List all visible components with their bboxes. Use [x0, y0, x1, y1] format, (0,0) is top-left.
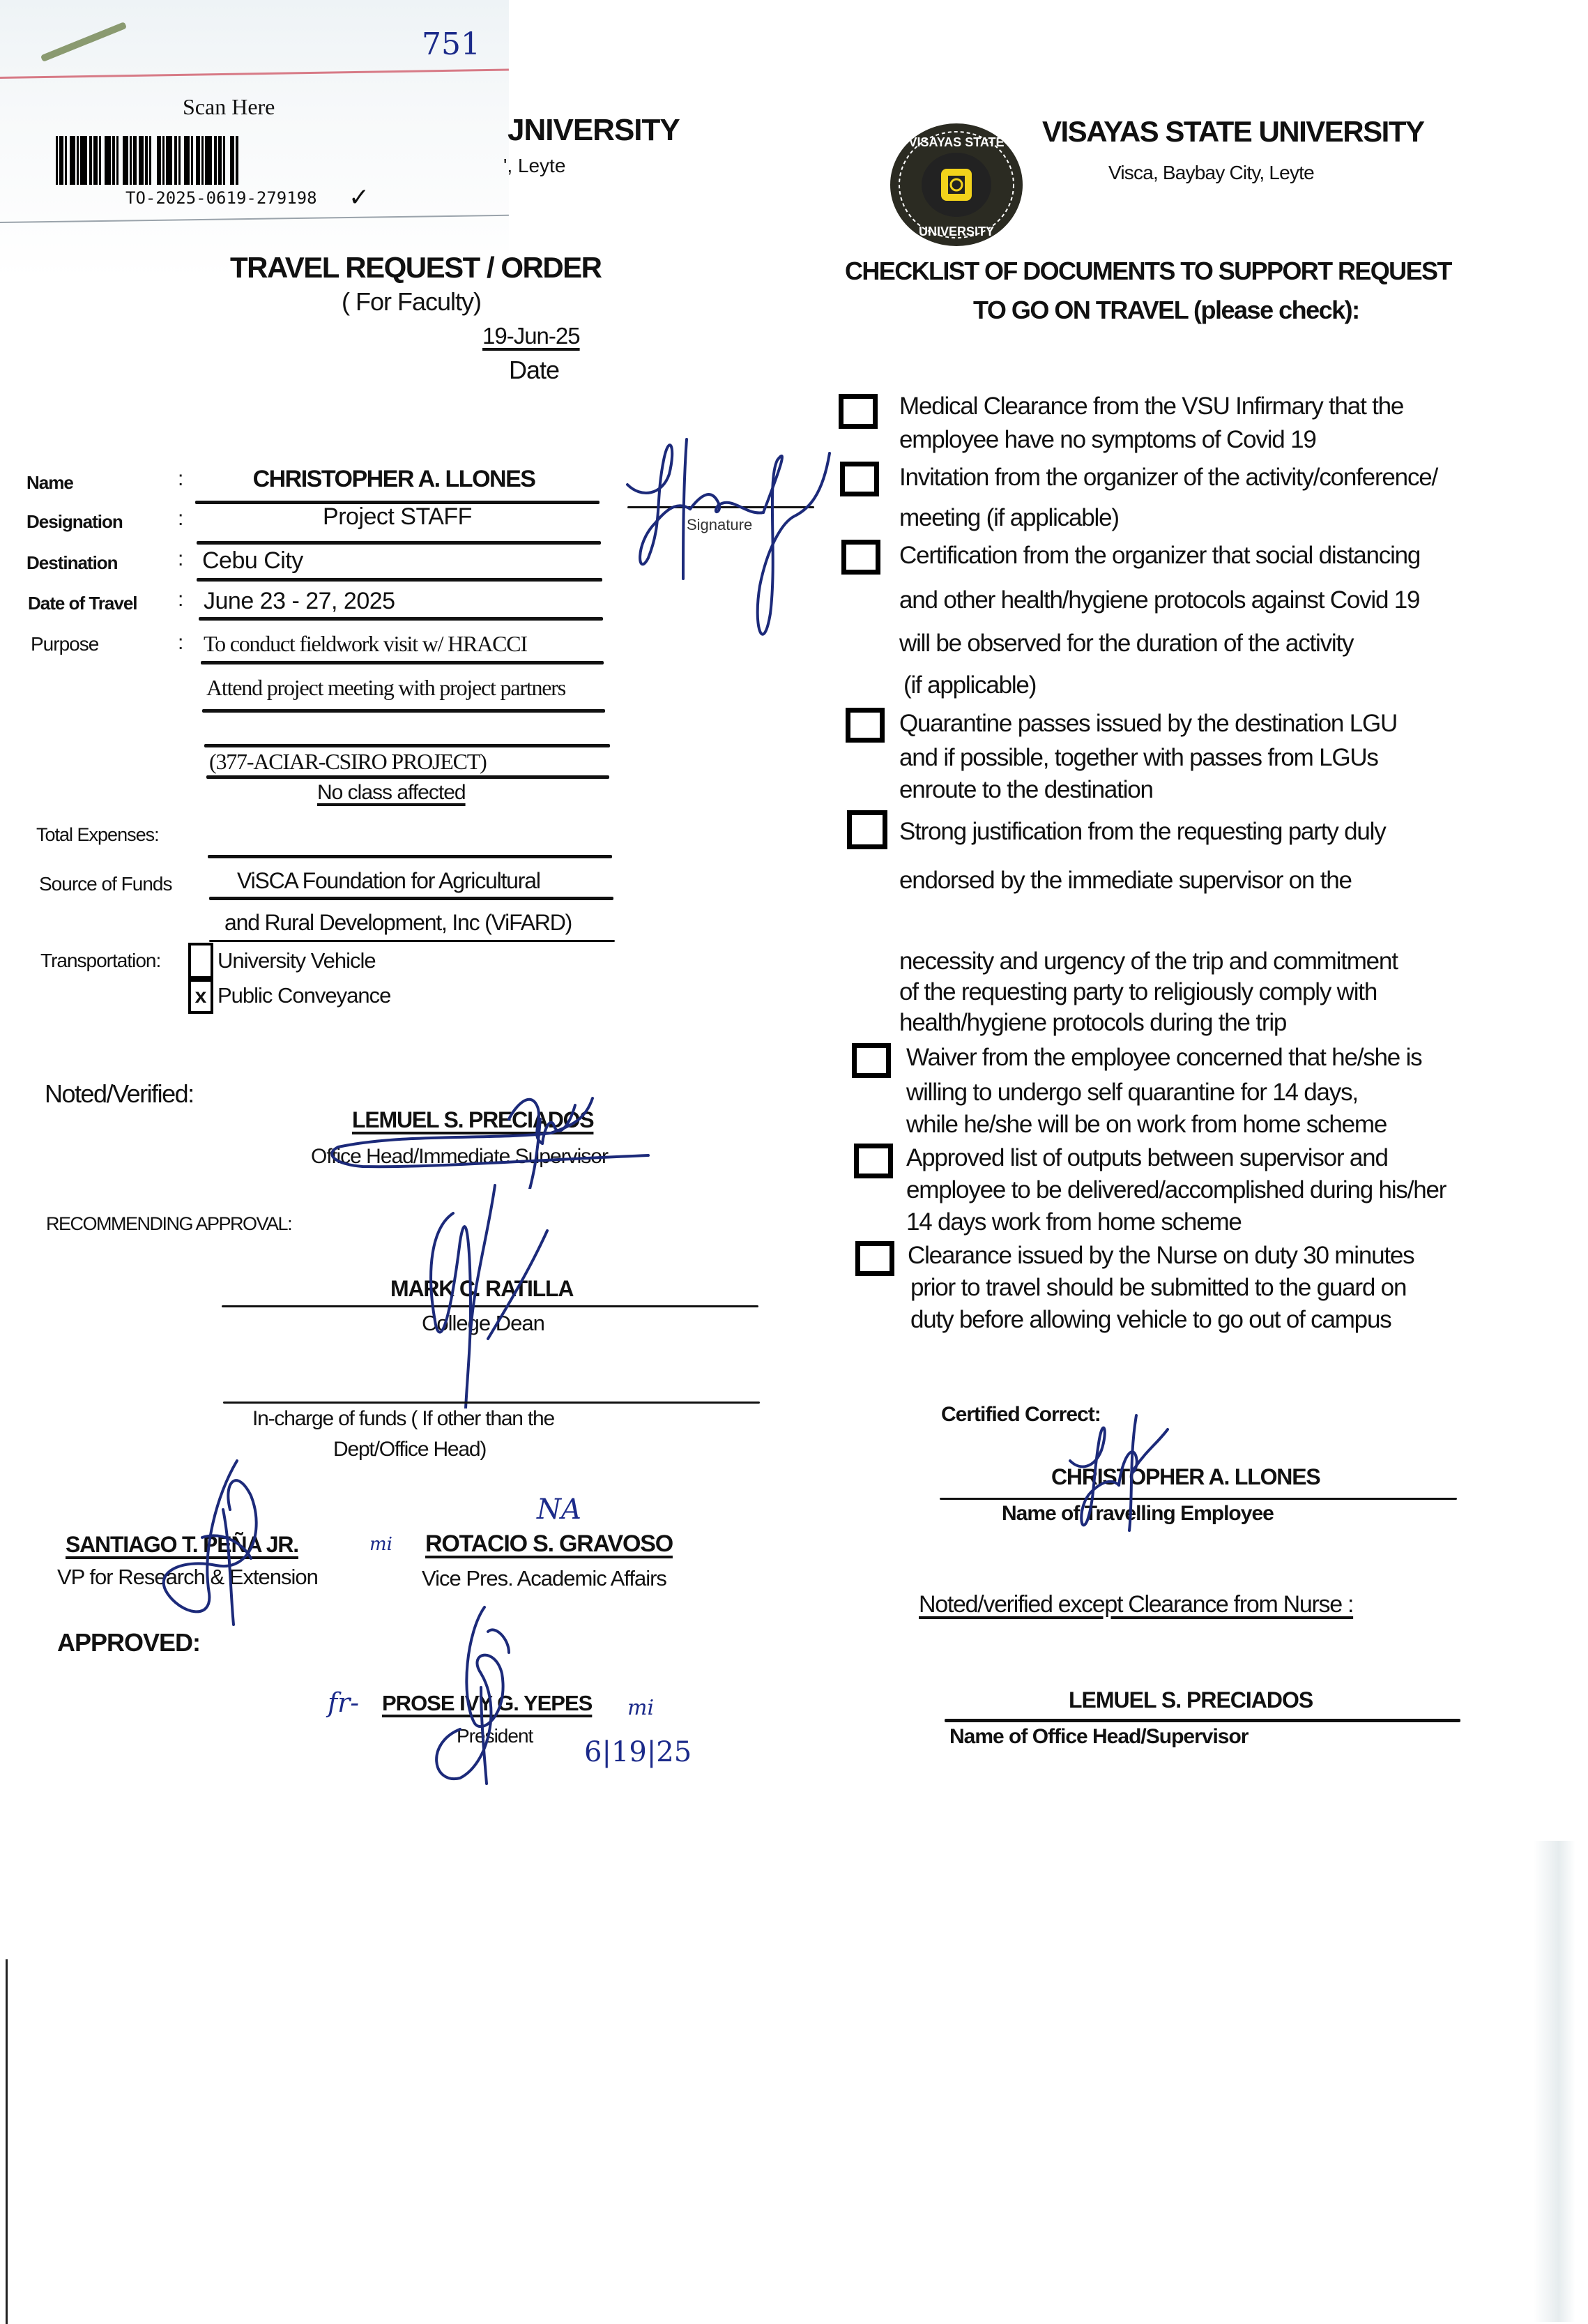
- signature-line: [627, 506, 814, 508]
- purpose-underline-3: [204, 744, 610, 747]
- checklist-item-text: necessity and urgency of the trip and commitment: [899, 948, 1398, 975]
- certification-supervisor-name: LEMUEL S. PRECIADOS: [1069, 1687, 1313, 1712]
- form-title: TRAVEL REQUEST / ORDER: [230, 251, 602, 284]
- checklist-item-text: Approved list of outputs between supervisor and: [906, 1144, 1388, 1171]
- checklist-item-text: prior to travel should be submitted to the guard on: [910, 1274, 1407, 1301]
- slip-tear-edge: [0, 215, 509, 223]
- checklist-item-text: employee to be delivered/accomplished during his/her: [906, 1176, 1446, 1203]
- barcode-bar: [151, 136, 157, 185]
- request-date: 19-Jun-25: [482, 323, 580, 349]
- nurse-clearance-note: Noted/verified except Clearance from Nurse :: [919, 1591, 1354, 1618]
- checklist-checkbox-justification[interactable]: [847, 810, 887, 849]
- purpose-underline-1: [201, 661, 604, 664]
- barcode-bar: [225, 136, 230, 185]
- university-location-partial: ', Leyte: [503, 155, 566, 176]
- designation-value[interactable]: Project STAFF: [323, 503, 472, 530]
- certified-correct-label: Certified Correct:: [941, 1403, 1101, 1426]
- checkbox-x-mark: x: [194, 985, 207, 1008]
- form-subtitle: ( For Faculty): [342, 287, 482, 316]
- recommending-approval-label: RECOMMENDING APPROVAL:: [46, 1213, 292, 1234]
- destination-underline: [197, 578, 602, 582]
- checklist-title-line1: CHECKLIST OF DOCUMENTS TO SUPPORT REQUEST: [845, 257, 1451, 285]
- total-expenses-underline: [208, 855, 612, 858]
- university-vehicle-option: University Vehicle: [217, 948, 376, 973]
- barcode-bar: [80, 136, 87, 185]
- barcode-bar: [205, 136, 212, 185]
- seal-text-top: VISAYAS STATE: [908, 135, 1005, 149]
- barcode-bar: [236, 136, 238, 185]
- university-name-partial: JNIVERSITY: [507, 113, 680, 147]
- noted-verified-label: Noted/Verified:: [45, 1079, 194, 1108]
- vp-research-title: VP for Research & Extension: [57, 1565, 318, 1589]
- checklist-item-text: and other health/hygiene protocols against Covid 19: [899, 586, 1420, 614]
- dean-name: MARK C. RATILLA: [390, 1276, 574, 1301]
- checklist-item-text: and if possible, together with passes from LGUs: [899, 744, 1378, 771]
- checklist-item-text: enroute to the destination: [899, 776, 1153, 803]
- checklist-item-text: Clearance issued by the Nurse on duty 30 minutes: [908, 1242, 1414, 1269]
- vp-research-initial: mi: [369, 1534, 392, 1555]
- supervisor-name: LEMUEL S. PRECIADOS: [352, 1107, 594, 1132]
- colon: :: [178, 507, 184, 530]
- barcode-bar: [184, 136, 190, 185]
- class-affected-note: No class affected: [317, 781, 466, 804]
- vp-academic-name: ROTACIO S. GRAVOSO: [425, 1531, 673, 1557]
- colon: :: [178, 588, 184, 611]
- date-of-travel-label: Date of Travel: [28, 593, 137, 614]
- certification-supervisor-caption: Name of Office Head/Supervisor: [949, 1725, 1249, 1748]
- purpose-underline-4: [206, 775, 609, 779]
- public-conveyance-checkbox[interactable]: [188, 979, 213, 1014]
- checklist-item-text: meeting (if applicable): [899, 504, 1119, 531]
- date-of-travel-underline: [199, 617, 603, 621]
- public-conveyance-option: Public Conveyance: [217, 983, 391, 1008]
- checklist-item-text: Strong justification from the requesting party duly: [899, 818, 1386, 845]
- request-date-label: Date: [509, 356, 560, 384]
- transportation-label: Transportation:: [40, 950, 161, 971]
- president-prefix: fr-: [328, 1687, 360, 1718]
- checklist-item-text: health/hygiene protocols during the trip: [899, 1009, 1287, 1036]
- barcode-bar: [70, 136, 75, 185]
- employee-name: CHRISTOPHER A. LLONES: [1051, 1464, 1320, 1489]
- vp-research-name: SANTIAGO T. PEÑA JR.: [66, 1532, 298, 1557]
- source-of-funds-underline: [209, 897, 613, 900]
- president-title: President: [457, 1725, 533, 1747]
- checklist-item-text: of the requesting party to religiously comply with: [899, 978, 1377, 1005]
- date-of-travel-value[interactable]: June 23 - 27, 2025: [204, 588, 395, 614]
- check-mark-icon: ✓: [349, 183, 370, 211]
- checklist-checkbox-certification[interactable]: [841, 540, 880, 575]
- barcode-bar: [105, 136, 111, 185]
- checklist-item-text: 14 days work from home scheme: [906, 1208, 1242, 1236]
- checklist-checkbox-quarantine-passes[interactable]: [846, 708, 885, 743]
- dean-title: College Dean: [422, 1311, 544, 1335]
- source-of-funds-underline-2: [209, 940, 615, 942]
- source-of-funds-line1[interactable]: ViSCA Foundation for Agricultural: [237, 868, 540, 893]
- funds-incharge-title-line1: In-charge of funds ( If other than the: [252, 1407, 555, 1430]
- certification-supervisor-line: [945, 1719, 1460, 1722]
- applicant-signature: [613, 418, 837, 655]
- checklist-item-text: willing to undergo self quarantine for 14 days,: [906, 1079, 1358, 1106]
- university-name: VISAYAS STATE UNIVERSITY: [1042, 115, 1424, 148]
- checklist-item-text: Waiver from the employee concerned that he/she is: [906, 1044, 1422, 1071]
- checklist-item-text: Invitation from the organizer of the activity/conference/: [899, 464, 1438, 491]
- purpose-value-line3[interactable]: (377-ACIAR-CSIRO PROJECT): [209, 749, 487, 774]
- source-of-funds-label: Source of Funds: [39, 873, 172, 895]
- checklist-item-text: (if applicable): [903, 671, 1037, 699]
- checklist-item-text: while he/she will be on work from home scheme: [906, 1111, 1387, 1138]
- funds-incharge-title-line2: Dept/Office Head): [333, 1438, 487, 1461]
- destination-label: Destination: [26, 552, 118, 573]
- president-name: PROSE IVY G. YEPES: [382, 1691, 593, 1715]
- checklist-checkbox-medical-clearance[interactable]: [839, 394, 878, 429]
- name-value[interactable]: CHRISTOPHER A. LLONES: [252, 466, 535, 492]
- checklist-checkbox-approved-outputs[interactable]: [854, 1144, 893, 1178]
- checklist-item-text: duty before allowing vehicle to go out of campus: [910, 1306, 1391, 1333]
- barcode-bar: [166, 136, 172, 185]
- routing-slip: [0, 0, 509, 279]
- name-label: Name: [26, 472, 73, 493]
- designation-underline: [197, 541, 601, 545]
- university-address: Visca, Baybay City, Leyte: [1108, 162, 1314, 183]
- page-right-shadow: [1534, 1841, 1575, 2322]
- vp-academic-note: NA: [537, 1494, 581, 1526]
- purpose-value-line2[interactable]: Attend project meeting with project partners: [206, 675, 566, 700]
- seal-text-bottom: UNIVERSITY: [918, 225, 995, 238]
- vp-academic-title: Vice Pres. Academic Affairs: [422, 1566, 666, 1590]
- supervisor-title: Office Head/Immediate Supervisor: [311, 1145, 608, 1168]
- checklist-checkbox-invitation[interactable]: [840, 462, 879, 496]
- checklist-item-text: endorsed by the immediate supervisor on the: [899, 867, 1352, 894]
- page-left-edge: [6, 1959, 8, 2324]
- signature-caption: Signature: [687, 516, 753, 533]
- barcode-bar: [139, 136, 144, 185]
- total-expenses-label: Total Expenses:: [36, 824, 159, 845]
- approved-label: APPROVED:: [57, 1628, 201, 1657]
- purpose-value-line1[interactable]: To conduct fieldwork visit w/ HRACCI: [204, 631, 527, 656]
- checklist-item-text: will be observed for the duration of the activity: [899, 630, 1354, 657]
- president-sign-date: 6|19|25: [584, 1736, 692, 1768]
- checklist-title-line2: TO GO ON TRAVEL (please check):: [973, 296, 1359, 324]
- slip-red-rule: [0, 69, 509, 79]
- scan-here-label: Scan Here: [183, 94, 275, 119]
- barcode-bar: [123, 136, 128, 185]
- employee-signature-line: [940, 1498, 1457, 1500]
- checklist-item-text: Certification from the organizer that social distancing: [899, 542, 1421, 569]
- checklist-item-text: Medical Clearance from the VSU Infirmary that the: [899, 393, 1404, 420]
- colon: :: [178, 631, 184, 654]
- checklist-checkbox-nurse-clearance[interactable]: [855, 1241, 894, 1276]
- checklist-item-text: employee have no symptoms of Covid 19: [899, 426, 1316, 453]
- dean-signature-line: [222, 1305, 758, 1307]
- destination-value[interactable]: Cebu City: [202, 547, 303, 574]
- handwritten-number: 751: [422, 26, 480, 62]
- colon: :: [178, 467, 184, 490]
- staple-icon: [40, 22, 127, 62]
- tracking-barcode[interactable]: [56, 136, 422, 185]
- purpose-label: Purpose: [31, 633, 99, 655]
- funds-signature-line: [223, 1402, 760, 1404]
- checklist-item-text: Quarantine passes issued by the destination LGU: [899, 710, 1398, 737]
- designation-label: Designation: [26, 511, 123, 532]
- source-of-funds-line2[interactable]: and Rural Development, Inc (ViFARD): [224, 910, 572, 935]
- purpose-underline-2: [202, 709, 605, 713]
- checklist-checkbox-waiver[interactable]: [852, 1043, 891, 1078]
- supervisor-signature: [321, 1077, 655, 1189]
- vsu-seal-logo: [880, 119, 1033, 251]
- president-initial: mi: [627, 1696, 655, 1720]
- employee-caption: Name of Travelling Employee: [1002, 1502, 1274, 1525]
- tracking-code: TO-2025-0619-279198: [125, 188, 317, 208]
- colon: :: [178, 547, 184, 570]
- university-vehicle-checkbox[interactable]: [188, 943, 213, 979]
